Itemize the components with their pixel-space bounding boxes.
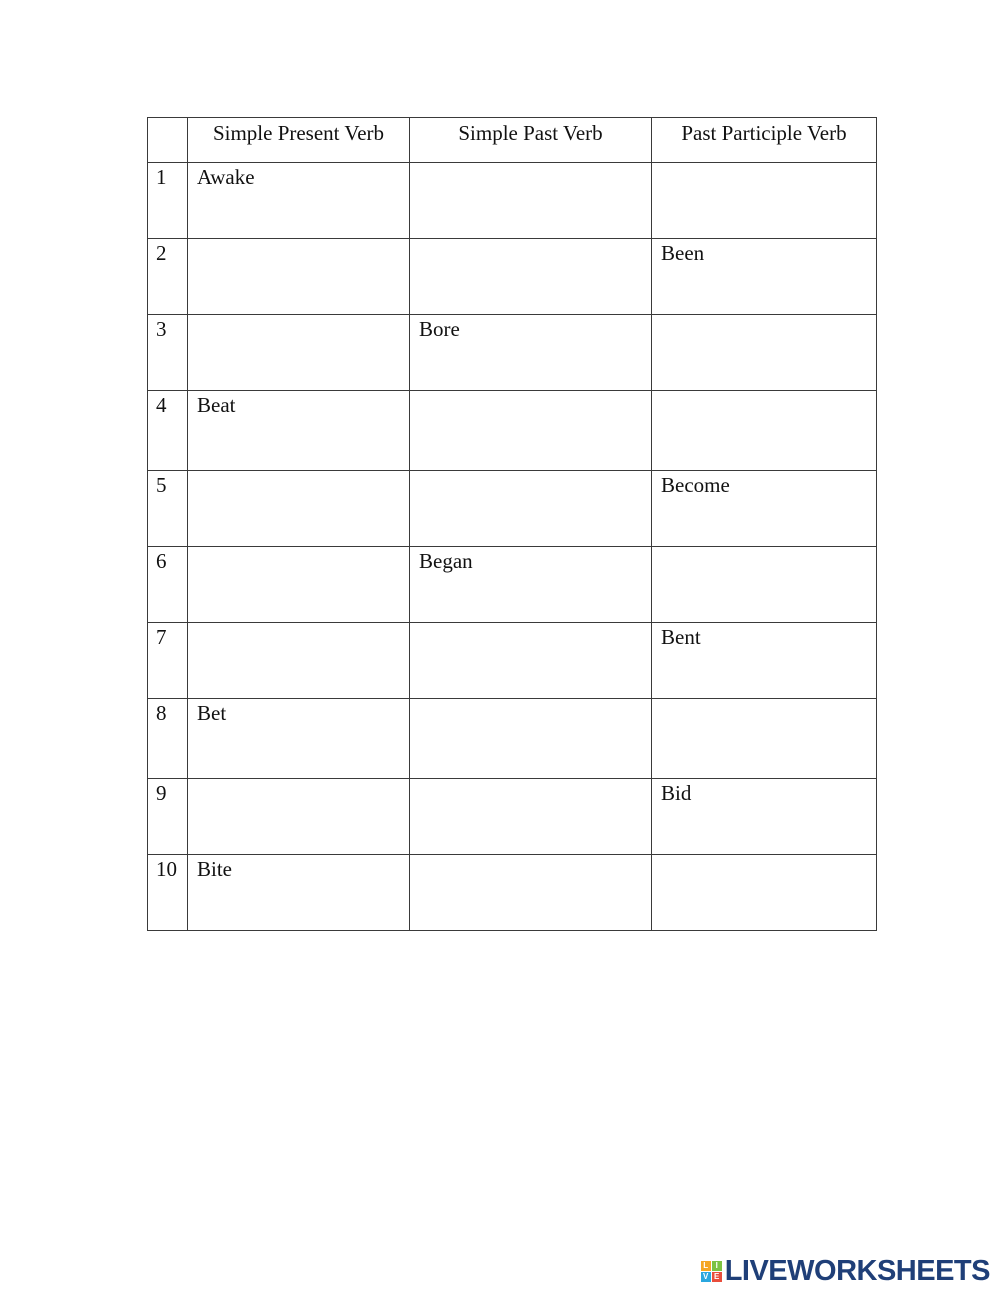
table-row [148,699,877,779]
past-cell[interactable] [410,779,652,855]
present-cell: Bite [188,855,410,931]
table-row [148,391,877,471]
table-row [148,315,877,391]
present-cell[interactable] [188,779,410,855]
liveworksheets-logo [701,1254,990,1288]
participle-cell[interactable] [652,547,877,623]
logo-mark-letter: I [712,1261,722,1271]
row-number: 10 [148,855,188,931]
row-number: 2 [148,239,188,315]
past-cell[interactable] [410,391,652,471]
row-number: 6 [148,547,188,623]
present-cell: Bet [188,699,410,779]
header-past-participle: Past Participle Verb [652,118,877,163]
participle-cell: Been [652,239,877,315]
table-row [148,623,877,699]
table-row [148,471,877,547]
past-cell: Bore [410,315,652,391]
table-row [148,163,877,239]
row-number: 1 [148,163,188,239]
logo-mark-letter: E [712,1272,722,1282]
past-cell[interactable] [410,163,652,239]
participle-cell[interactable] [652,315,877,391]
table-row [148,779,877,855]
participle-cell[interactable] [652,391,877,471]
participle-cell[interactable] [652,855,877,931]
past-cell: Began [410,547,652,623]
row-number: 5 [148,471,188,547]
table-row [148,547,877,623]
past-cell[interactable] [410,471,652,547]
logo-mark-letter: L [701,1261,711,1271]
row-number: 8 [148,699,188,779]
table-row [148,855,877,931]
present-cell: Beat [188,391,410,471]
logo-mark-icon [701,1261,722,1282]
row-number: 3 [148,315,188,391]
logo-mark-letter: V [701,1272,711,1282]
participle-cell[interactable] [652,163,877,239]
present-cell[interactable] [188,471,410,547]
row-number: 9 [148,779,188,855]
present-cell: Awake [188,163,410,239]
present-cell[interactable] [188,239,410,315]
participle-cell: Become [652,471,877,547]
header-simple-present: Simple Present Verb [188,118,410,163]
participle-cell: Bid [652,779,877,855]
participle-cell: Bent [652,623,877,699]
header-number [148,118,188,163]
present-cell[interactable] [188,623,410,699]
past-cell[interactable] [410,623,652,699]
past-cell[interactable] [410,855,652,931]
header-simple-past: Simple Past Verb [410,118,652,163]
row-number: 4 [148,391,188,471]
present-cell[interactable] [188,315,410,391]
past-cell[interactable] [410,239,652,315]
past-cell[interactable] [410,699,652,779]
table-header-row [148,118,877,163]
present-cell[interactable] [188,547,410,623]
logo-text: LIVEWORKSHEETS [724,1254,990,1287]
verb-forms-table [147,117,877,931]
table-row [148,239,877,315]
participle-cell[interactable] [652,699,877,779]
row-number: 7 [148,623,188,699]
